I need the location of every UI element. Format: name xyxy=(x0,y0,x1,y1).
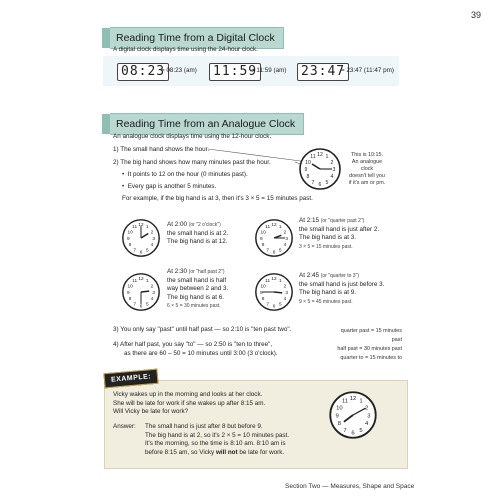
svg-text:4: 4 xyxy=(150,297,154,303)
bullet: • It points to 12 on the hour (0 minutes past). xyxy=(122,171,248,178)
caption-line: The big hand is at 6. xyxy=(167,293,225,301)
note-line: quarter to = 15 minutes to xyxy=(340,355,402,361)
svg-text:6: 6 xyxy=(139,250,143,256)
clock-face-icon xyxy=(121,272,161,312)
svg-text:7: 7 xyxy=(266,302,269,308)
svg-text:1: 1 xyxy=(279,225,282,230)
svg-text:12: 12 xyxy=(349,396,357,403)
section-heading-analogue xyxy=(110,113,304,135)
clock-face-icon xyxy=(121,218,161,258)
svg-text:5: 5 xyxy=(146,302,149,308)
point-2: 2) The big hand shows how many minutes past the hour. xyxy=(113,159,271,166)
svg-text:12: 12 xyxy=(271,277,277,283)
svg-text:12: 12 xyxy=(138,223,144,229)
svg-text:6: 6 xyxy=(272,250,276,256)
svg-text:12: 12 xyxy=(138,277,144,283)
clock-face-icon xyxy=(298,147,342,191)
heading-tab xyxy=(102,28,110,48)
digital-reading: = 08:23 (am) xyxy=(161,67,197,74)
point-3: 3) You only say "past" until half past — so 2:10 is "ten past two". xyxy=(113,326,292,333)
note-line: doesn't tell you xyxy=(349,173,385,179)
digital-reading: = 23:47 (11:47 pm) xyxy=(341,67,394,74)
svg-text:6: 6 xyxy=(139,304,143,310)
example-question xyxy=(113,391,265,417)
svg-text:3: 3 xyxy=(285,236,289,242)
svg-text:11: 11 xyxy=(265,279,271,284)
clock-caption xyxy=(299,272,384,306)
svg-text:8: 8 xyxy=(128,297,132,303)
answer-line: It's the morning, so the time is 8:10 am. 8:10 am is xyxy=(145,440,286,448)
caption-line: way between 2 and 3. xyxy=(167,285,229,293)
time-label: At 2:00 xyxy=(167,221,187,228)
svg-text:8: 8 xyxy=(306,174,310,180)
svg-text:10: 10 xyxy=(127,284,133,290)
svg-text:9: 9 xyxy=(259,290,263,296)
pointer-lines xyxy=(200,145,310,185)
digital-reading: = 11:59 (am) xyxy=(251,67,287,74)
svg-text:1: 1 xyxy=(359,398,363,405)
svg-text:5: 5 xyxy=(279,248,282,254)
svg-text:7: 7 xyxy=(343,428,347,435)
caption-line: The big hand is at 9. xyxy=(299,289,357,297)
svg-text:12: 12 xyxy=(317,152,323,158)
svg-text:11: 11 xyxy=(310,154,316,160)
svg-text:7: 7 xyxy=(133,248,136,254)
answer-emphasis: will not xyxy=(215,448,238,456)
clock-caption xyxy=(299,217,379,251)
side-note xyxy=(346,152,388,187)
clock-face-icon xyxy=(254,272,294,312)
svg-text:7: 7 xyxy=(266,248,269,254)
answer-label: Answer: xyxy=(113,423,136,430)
svg-text:11: 11 xyxy=(265,225,271,230)
svg-text:6: 6 xyxy=(272,304,276,310)
svg-text:7: 7 xyxy=(311,180,315,186)
digital-intro: A digital clock displays time using the 24-hour clock. xyxy=(113,46,258,53)
svg-text:9: 9 xyxy=(126,236,130,242)
svg-text:8: 8 xyxy=(128,243,132,249)
right-notes xyxy=(334,327,402,363)
svg-text:2: 2 xyxy=(150,230,154,236)
bullet-text: It points to 12 on the hour (0 minutes past). xyxy=(127,171,248,178)
svg-text:5: 5 xyxy=(325,180,329,186)
svg-text:4: 4 xyxy=(283,243,287,249)
svg-text:9: 9 xyxy=(335,413,339,420)
svg-text:3: 3 xyxy=(367,413,371,420)
clock-caption xyxy=(167,268,228,311)
clock-face-icon xyxy=(328,390,378,440)
caption-calc: 3 × 5 = 15 minutes past. xyxy=(299,243,353,250)
svg-text:12: 12 xyxy=(271,223,277,229)
question-line: She will be late for work if she wakes up after 8:15 am. xyxy=(113,399,266,407)
note-line: if it's am or pm. xyxy=(348,180,386,186)
svg-text:3: 3 xyxy=(285,290,289,296)
note-line: half past = 30 minutes past xyxy=(337,346,402,352)
analogue-intro: An analogue clock displays time using the 12-hour clock. xyxy=(113,133,272,140)
clock-face-icon xyxy=(254,218,294,258)
digital-clock-display: 08:23 xyxy=(117,63,169,81)
svg-text:5: 5 xyxy=(146,248,149,254)
svg-text:11: 11 xyxy=(132,225,138,230)
footer: Section Two — Measures, Shape and Space xyxy=(285,483,415,490)
svg-text:9: 9 xyxy=(304,167,308,173)
svg-text:2: 2 xyxy=(283,284,287,290)
svg-text:1: 1 xyxy=(146,225,149,230)
svg-text:9: 9 xyxy=(259,236,263,242)
time-alt: (or "quarter past 2") xyxy=(320,218,365,224)
time-alt: (or "half past 2") xyxy=(188,269,225,275)
svg-text:10: 10 xyxy=(336,405,343,412)
svg-text:4: 4 xyxy=(330,174,334,180)
note-line: This is 10:15. xyxy=(350,152,384,158)
svg-text:8: 8 xyxy=(261,297,265,303)
svg-text:10: 10 xyxy=(260,284,266,290)
section-title: Reading Time from a Digital Clock xyxy=(116,32,275,44)
note-line: quarter past = 15 minutes past xyxy=(340,328,402,343)
svg-text:6: 6 xyxy=(351,430,355,437)
svg-text:8: 8 xyxy=(337,421,342,428)
svg-text:9: 9 xyxy=(126,290,130,296)
question-line: Vicky wakes up in the morning and looks at her clock. xyxy=(113,391,263,398)
caption-line: The big hand is at 12. xyxy=(167,238,228,246)
bullet-text: Every gap is another 5 minutes. xyxy=(127,183,217,190)
svg-text:2: 2 xyxy=(330,160,334,166)
svg-text:1: 1 xyxy=(146,279,149,284)
svg-text:4: 4 xyxy=(364,421,369,428)
svg-text:4: 4 xyxy=(283,297,287,303)
clock-caption xyxy=(167,221,228,247)
heading-tab xyxy=(102,114,110,134)
svg-text:10: 10 xyxy=(127,230,133,236)
svg-text:6: 6 xyxy=(318,182,322,188)
point-4: 4) After half past, you say "to" — so 2:50 is "ten to three", xyxy=(113,341,273,348)
svg-text:1: 1 xyxy=(279,279,282,284)
svg-text:11: 11 xyxy=(132,279,138,284)
digital-clock-display: 11:59 xyxy=(209,63,261,81)
svg-text:1: 1 xyxy=(325,154,329,160)
svg-text:5: 5 xyxy=(359,428,363,435)
svg-text:7: 7 xyxy=(133,302,136,308)
svg-text:8: 8 xyxy=(261,243,265,249)
svg-text:2: 2 xyxy=(283,230,287,236)
point-1: 1) The small hand shows the hour. xyxy=(113,146,210,153)
svg-text:10: 10 xyxy=(260,230,266,236)
caption-line: the small hand is just after 2. xyxy=(299,225,380,233)
answer-line: The small hand is just after 8 but before 9. xyxy=(145,423,263,430)
answer-line: The big hand is at 2, so it's 2 × 5 = 10 minutes past. xyxy=(145,431,290,439)
svg-text:2: 2 xyxy=(364,405,369,412)
time-alt: (or "2 o'clock") xyxy=(188,222,221,228)
bullet: • Every gap is another 5 minutes. xyxy=(122,183,217,190)
time-label: At 2:30 xyxy=(167,268,187,275)
svg-text:3: 3 xyxy=(332,167,336,173)
caption-calc: 6 × 5 = 30 minutes past. xyxy=(167,303,221,310)
time-label: At 2:45 xyxy=(299,272,319,279)
answer-line xyxy=(145,449,289,458)
point-4-cont: as there are 60 – 50 = 10 minutes until 3:00 (3 o'clock). xyxy=(124,350,278,357)
example-answer xyxy=(145,423,289,457)
time-label: At 2:15 xyxy=(299,217,319,224)
caption-calc: 9 × 5 = 45 minutes past. xyxy=(299,298,353,305)
section-title: Reading Time from an Analogue Clock xyxy=(116,118,296,130)
digital-clock-display: 23:47 xyxy=(297,63,349,81)
time-alt: (or "quarter to 3") xyxy=(320,273,360,279)
svg-text:3: 3 xyxy=(152,290,156,296)
example-tag: EXAMPLE: xyxy=(103,369,158,389)
caption-line: the small hand is half xyxy=(167,276,227,284)
question-line: Will Vicky be late for work? xyxy=(113,408,189,416)
note-line: An analogue clock xyxy=(351,159,383,172)
page-number: 39 xyxy=(471,10,482,20)
svg-text:3: 3 xyxy=(152,236,156,242)
caption-line: The big hand is at 3. xyxy=(299,234,357,242)
svg-text:5: 5 xyxy=(279,302,282,308)
svg-text:2: 2 xyxy=(150,284,154,290)
answer-text: be late for work. xyxy=(237,448,285,456)
example-line: For example, if the big hand is at 3, then it's 3 × 5 = 15 minutes past. xyxy=(122,195,313,202)
svg-text:11: 11 xyxy=(341,398,349,405)
svg-text:10: 10 xyxy=(305,160,311,166)
caption-line: the small hand is at 2. xyxy=(167,229,229,237)
svg-text:4: 4 xyxy=(150,243,154,249)
answer-text: before 8:15 am, so Vicky xyxy=(145,448,216,456)
caption-line: the small hand is just before 3. xyxy=(299,280,385,288)
